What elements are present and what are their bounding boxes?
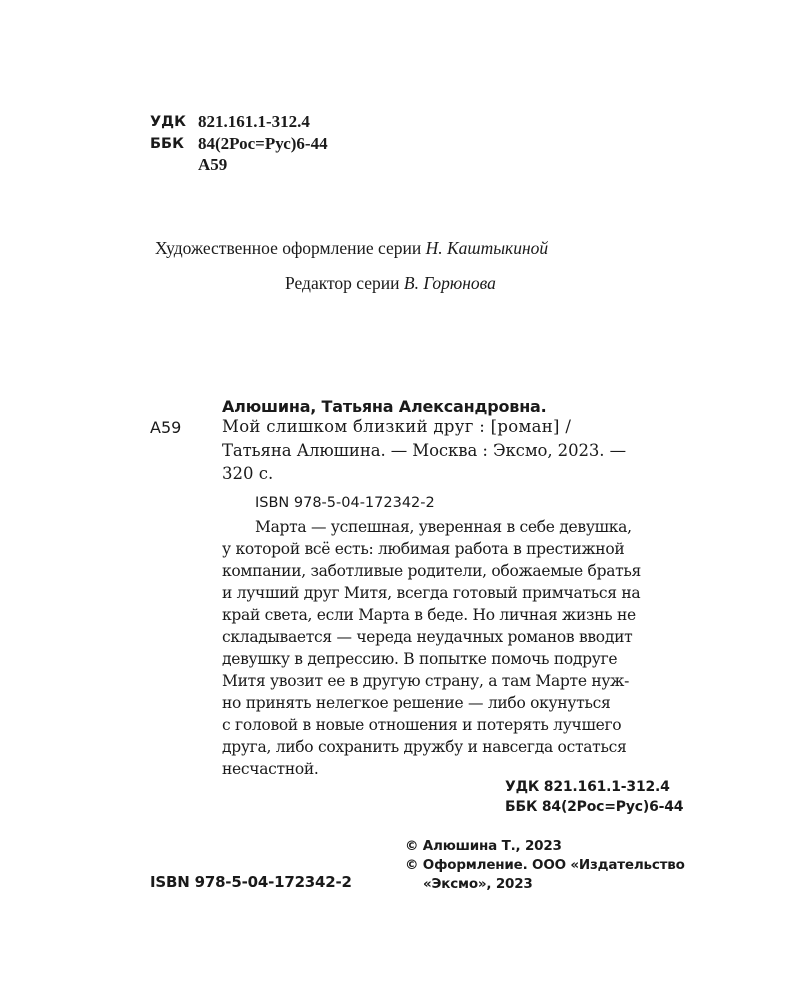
entry-code: А59 [150, 418, 182, 437]
entry-pages-line: 320 с. [222, 464, 274, 483]
annotation-line: Марта — успешная, уверенная в себе девушка, [255, 518, 632, 536]
annotation-line: складывается — череда неудачных романов вводит [222, 628, 633, 646]
udk-label: УДК [150, 114, 186, 130]
entry-publication-line: Татьяна Алюшина. — Москва : Эксмо, 2023. — [222, 441, 626, 460]
copyright-design-line2: «Эксмо», 2023 [423, 876, 533, 892]
bottom-udk: УДК 821.161.1-312.4 [505, 779, 670, 795]
annotation-line: край света, если Марта в беде. Но личная жизнь не [222, 606, 636, 624]
design-credit-text: Художественное оформление серии [155, 238, 426, 258]
annotation-line: с головой в новые отношения и потерять лучшего [222, 716, 622, 734]
bottom-bbk: ББК 84(2Рос=Рус)6-44 [505, 799, 684, 815]
isbn-bottom: ISBN 978-5-04-172342-2 [150, 873, 352, 891]
entry-title-line: Мой слишком близкий друг : [роман] / [222, 417, 572, 436]
entry-isbn: ISBN 978-5-04-172342-2 [255, 495, 435, 511]
bbk-label: ББК [150, 136, 184, 152]
annotation-line: и лучший друг Митя, всегда готовый примчаться на [222, 584, 641, 602]
annotation-line: несчастной. [222, 760, 319, 778]
design-credit [155, 238, 548, 259]
entry-author: Алюшина, Татьяна Александровна. [222, 397, 547, 416]
annotation-line: Митя увозит ее в другую страну, а там Марте нуж- [222, 672, 630, 690]
annotation-line: у которой всё есть: любимая работа в престижной [222, 540, 625, 558]
design-credit-name: Н. Каштыкиной [425, 238, 549, 258]
editor-credit-name: В. Горюнова [403, 273, 496, 293]
author-mark: А59 [198, 155, 228, 174]
copyright-author: © Алюшина Т., 2023 [405, 838, 562, 854]
editor-credit [285, 273, 496, 294]
copyright-design-line1: © Оформление. ООО «Издательство [405, 857, 685, 873]
udk-value: 821.161.1-312.4 [198, 112, 310, 131]
annotation-line: компании, заботливые родители, обожаемые братья [222, 562, 642, 580]
bbk-value: 84(2Рос=Рус)6-44 [198, 134, 328, 153]
editor-credit-text: Редактор серии [285, 273, 404, 293]
annotation-line: друга, либо сохранить дружбу и навсегда остаться [222, 738, 627, 756]
annotation-line: но принять нелегкое решение — либо окунуться [222, 694, 611, 712]
annotation-line: девушку в депрессию. В попытке помочь подруге [222, 650, 618, 668]
